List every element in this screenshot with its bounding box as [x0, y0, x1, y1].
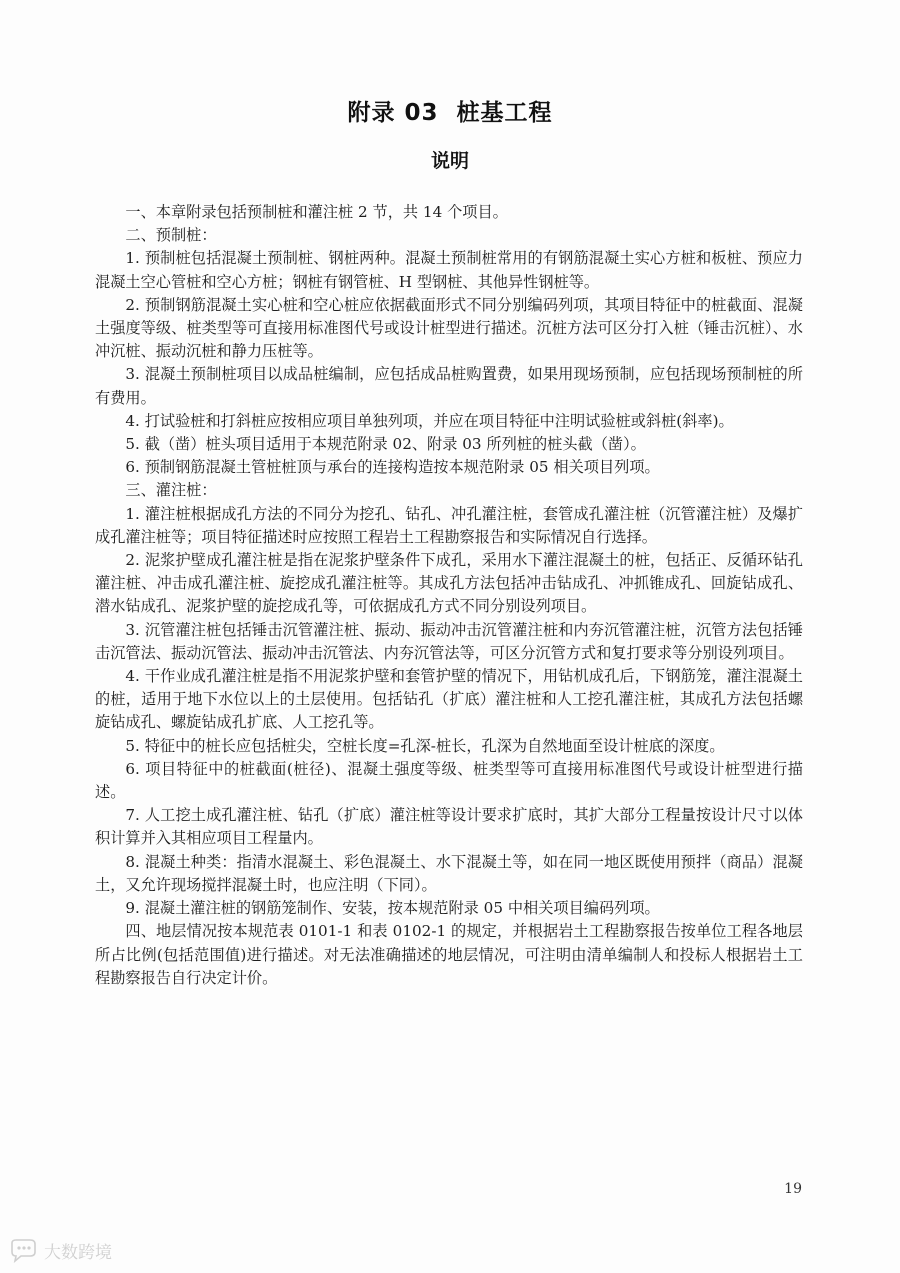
title-prefix: 附录 03: [347, 100, 439, 126]
paragraph: 4. 干作业成孔灌注桩是指不用泥浆护壁和套管护壁的情况下，用钻机成孔后，下钢筋笼，灌注混凝土的桩，适用于地下水位以上的土层使用。包括钻孔（扩底）灌注桩和人工挖孔灌注桩，其成孔方法包括螺旋钻成孔、螺旋钻成孔扩底、人工挖孔等。: [95, 667, 803, 732]
paragraph: 1. 灌注桩根据成孔方法的不同分为挖孔、钻孔、冲孔灌注桩，套管成孔灌注桩（沉管灌注桩）及爆扩成孔灌注桩等；项目特征描述时应按照工程岩土工程勘察报告和实际情况自行选择。: [95, 504, 803, 546]
body-text: [95, 201, 803, 990]
chat-bubble-icon: [8, 1239, 38, 1263]
paragraph: 三、灌注桩：: [125, 481, 217, 500]
paragraph: 二、预制桩：: [125, 226, 217, 245]
paragraph: 9. 混凝土灌注桩的钢筋笼制作、安装，按本规范附录 05 中相关项目编码列项。: [125, 899, 660, 918]
paragraph: 2. 预制钢筋混凝土实心桩和空心桩应依据截面形式不同分别编码列项，其项目特征中的桩截面、混凝土强度等级、桩类型等可直接用标准图代号或设计桩型进行描述。沉桩方法可区分打入桩（锤击沉桩）、水冲沉桩、振动沉桩和静力压桩等。: [95, 295, 803, 361]
paragraph: 6. 预制钢筋混凝土管桩桩顶与承台的连接构造按本规范附录 05 相关项目列项。: [125, 458, 660, 477]
paragraph: 5. 截（凿）桩头项目适用于本规范附录 02、附录 03 所列桩的桩头截（凿）。: [125, 435, 646, 454]
paragraph: 2. 泥浆护壁成孔灌注桩是指在泥浆护壁条件下成孔，采用水下灌注混凝土的桩，包括正、反循环钻孔灌注桩、冲击成孔灌注桩、旋挖成孔灌注桩等。其成孔方法包括冲击钻成孔、冲抓锥成孔、回旋钻成孔、潜水钻成孔、泥浆护壁的旋挖成孔等，可依据成孔方式不同分别设列项目。: [95, 551, 803, 616]
paragraph: 5. 特征中的桩长应包括桩尖，空桩长度=孔深-桩长，孔深为自然地面至设计桩底的深度。: [125, 736, 725, 755]
paragraph: 7. 人工挖土成孔灌注桩、钻孔（扩底）灌注桩等设计要求扩底时，其扩大部分工程量按设计尺寸以体积计算并入其相应项目工程量内。: [95, 806, 803, 848]
page-title: [0, 94, 900, 127]
page-number: 19: [784, 1181, 802, 1197]
paragraph: 6. 项目特征中的桩截面(桩径)、混凝土强度等级、桩类型等可直接用标准图代号或设计桩型进行描述。: [95, 759, 803, 802]
paragraph: 四、地层情况按本规范表 0101-1 和表 0102-1 的规定，并根据岩土工程勘察报告按单位工程各地层所占比例(包括范围值)进行描述。对无法准确描述的地层情况，可注明由清单编制人和投标人根据岩土工程勘察报告自行决定计价。: [95, 922, 803, 987]
paragraph: 一、本章附录包括预制桩和灌注桩 2 节，共 14 个项目。: [125, 203, 508, 221]
paragraph: 3. 沉管灌注桩包括锤击沉管灌注桩、振动、振动冲击沉管灌注桩和内夯沉管灌注桩，沉管方法包括锤击沉管法、振动沉管法、振动冲击沉管法、内夯沉管法等，可区分沉管方式和复打要求等分别设列项目。: [95, 620, 803, 662]
watermark: [8, 1238, 112, 1263]
paragraph: 8. 混凝土种类：指清水混凝土、彩色混凝土、水下混凝土等，如在同一地区既使用预拌（商品）混凝土，又允许现场搅拌混凝土时，也应注明（下同）。: [95, 852, 803, 894]
paragraph: 1. 预制桩包括混凝土预制桩、钢桩两种。混凝土预制桩常用的有钢筋混凝土实心方桩和板桩、预应力混凝土空心管桩和空心方桩；钢桩有钢管桩、H 型钢桩、其他异性钢桩等。: [95, 249, 803, 291]
title-main: 桩基工程: [456, 100, 553, 126]
paragraph: 4. 打试验桩和打斜桩应按相应项目单独列项，并应在项目特征中注明试验桩或斜桩(斜率)。: [125, 411, 734, 430]
paragraph: 3. 混凝土预制桩项目以成品桩编制，应包括成品桩购置费，如果用现场预制，应包括现场预制桩的所有费用。: [95, 365, 803, 407]
section-subtitle: 说明: [430, 150, 469, 172]
watermark-text: 大数跨境: [44, 1243, 112, 1263]
